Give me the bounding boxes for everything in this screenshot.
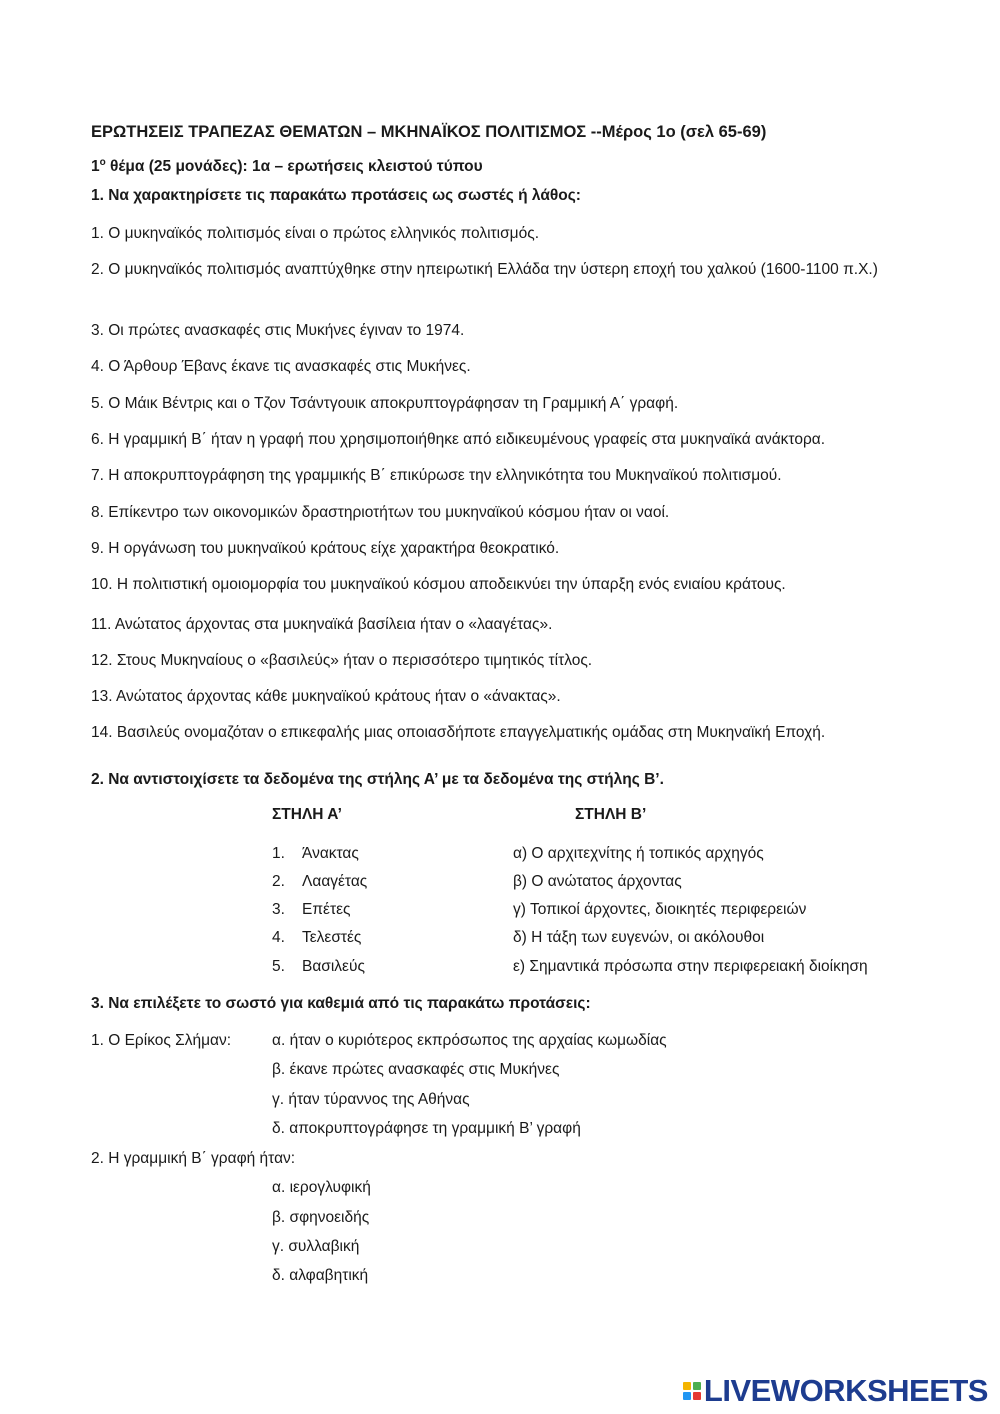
statement-13: 13. Ανώτατος άρχοντας κάθε μυκηναϊκού κράτους ήταν ο «άνακτας». [91,688,561,705]
column-a-item: Τελεστές [302,929,362,946]
option-2a: α. ιερογλυφική [272,1179,371,1196]
column-b-item: β) Ο ανώτατος άρχοντας [513,873,682,890]
statement-5: 5. Ο Μάικ Βέντρις και ο Τζον Τσάντγουικ αποκρυπτογράφησαν τη Γραμμική Α΄ γραφή. [91,395,679,412]
statement-9: 9. Η οργάνωση του μυκηναϊκού κράτους είχε χαρακτήρα θεοκρατικό. [91,540,560,557]
option-1b: β. έκανε πρώτες ανασκαφές στις Μυκήνες [272,1061,560,1078]
logo-square [683,1392,691,1400]
statement-2: 2. Ο μυκηναϊκός πολιτισμός αναπτύχθηκε στην ηπειρωτική Ελλάδα την ύστερη εποχή του χαλκού (1600-1100 π.Χ.) [91,261,878,278]
column-a-item: Άνακτας [302,845,359,862]
column-a-item: Επέτες [302,901,351,918]
question-1-label: 1. Ο Ερίκος Σλήμαν: [91,1032,232,1049]
column-a-item: Λααγέτας [302,873,368,890]
section2-heading: 2. Να αντιστοιχίσετε τα δεδομένα της στήλης Α’ με τα δεδομένα της στήλης Β’. [91,771,664,788]
statement-8: 8. Επίκεντρο των οικονομικών δραστηριοτήτων του μυκηναϊκού κόσμου ήταν οι ναοί. [91,504,670,521]
column-a-number: 1. [272,845,285,862]
option-2c: γ. συλλαβική [272,1238,360,1255]
statement-12: 12. Στους Μυκηναίους ο «βασιλεύς» ήταν ο περισσότερο τιμητικός τίτλος. [91,652,593,669]
logo-squares-icon [683,1382,701,1400]
statement-1: 1. Ο μυκηναϊκός πολιτισμός είναι ο πρώτος ελληνικός πολιτισμός. [91,225,540,242]
statement-11: 11. Ανώτατος άρχοντας στα μυκηναϊκά βασίλεια ήταν ο «λααγέτας». [91,616,553,633]
logo-text: LIVEWORKSHEETS [703,1373,988,1408]
option-2d: δ. αλφαβητική [272,1267,369,1284]
statement-7: 7. Η αποκρυπτογράφηση της γραμμικής Β΄ επικύρωσε την ελληνικότητα του Μυκηναϊκού πολιτισμού. [91,467,782,484]
option-1a: α. ήταν ο κυριότερος εκπρόσωπος της αρχαίας κωμωδίας [272,1032,667,1049]
column-a-header: ΣΤΗΛΗ Α’ [272,806,342,823]
column-a-number: 4. [272,929,285,946]
statement-10: 10. Η πολιτιστική ομοιομορφία του μυκηναϊκού κόσμου αποδεικνύει την ύπαρξη ενός ενιαίου κράτους. [91,576,786,593]
column-b-item: α) Ο αρχιτεχνίτης ή τοπικός αρχηγός [513,845,764,862]
logo-square [683,1382,691,1390]
statement-3: 3. Οι πρώτες ανασκαφές στις Μυκήνες έγιναν το 1974. [91,322,465,339]
statement-14: 14. Βασιλεύς ονομαζόταν ο επικεφαλής μιας οποιασδήποτε επαγγελματικής ομάδας στη Μυκηναϊκή Εποχή. [91,724,826,741]
column-b-item: δ) Η τάξη των ευγενών, οι ακόλουθοι [513,929,765,946]
column-a-number: 2. [272,873,285,890]
page-title: ΕΡΩΤΗΣΕΙΣ ΤΡΑΠΕΖΑΣ ΘΕΜΑΤΩΝ – ΜΚΗΝΑΪΚΟΣ ΠΟΛΙΤΙΣΜΟΣ --Μέρος 1ο (σελ 65-69) [91,123,767,141]
section1-heading: 1. Να χαρακτηρίσετε τις παρακάτω προτάσεις ως σωστές ή λάθος: [91,187,581,204]
option-1c: γ. ήταν τύραννος της Αθήνας [272,1091,470,1108]
statement-6: 6. Η γραμμική Β΄ ήταν η γραφή που χρησιμοποιήθηκε από ειδικευμένους γραφείς στα μυκηναϊκά ανάκτορα. [91,431,826,448]
column-b-header: ΣΤΗΛΗ Β’ [575,806,647,823]
column-a-item: Βασιλεύς [302,958,365,975]
column-b-item: γ) Τοπικοί άρχοντες, διοικητές περιφερειών [513,901,807,918]
option-1d: δ. αποκρυπτογράφησε τη γραμμική Β’ γραφή [272,1120,581,1137]
liveworksheets-logo [683,1373,988,1409]
option-2b: β. σφηνοειδής [272,1209,370,1226]
logo-square [693,1392,701,1400]
question-2-label: 2. Η γραμμική Β΄ γραφή ήταν: [91,1150,296,1167]
theme-heading: $1^o$ θέμα (25 μονάδες): 1α – ερωτήσεις κλειστού τύπου [91,157,483,175]
statement-4: 4. Ο Άρθουρ Έβανς έκανε τις ανασκαφές στις Μυκήνες. [91,358,471,375]
column-a-number: 3. [272,901,285,918]
section3-heading: 3. Να επιλέξετε το σωστό για καθεμιά από τις παρακάτω προτάσεις: [91,995,591,1012]
column-a-number: 5. [272,958,285,975]
logo-square [693,1382,701,1390]
column-b-item: ε) Σημαντικά πρόσωπα στην περιφερειακή διοίκηση [513,958,868,975]
